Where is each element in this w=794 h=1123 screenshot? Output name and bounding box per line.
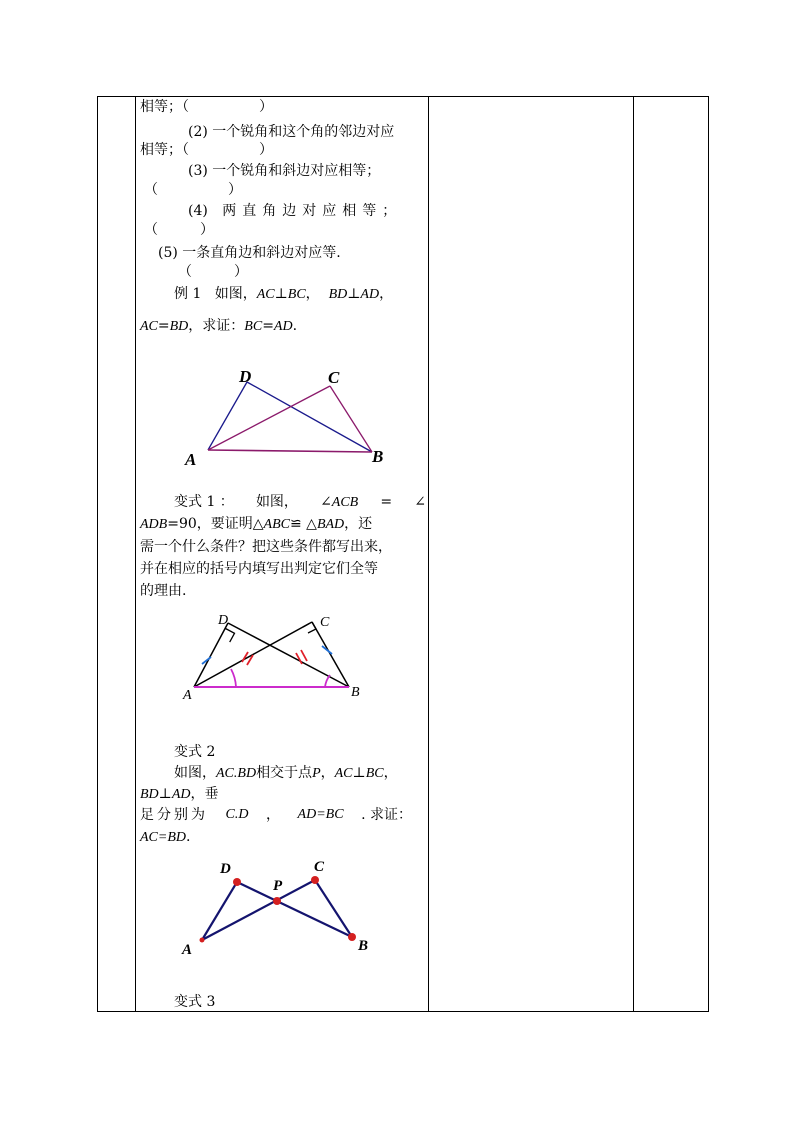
variant1-line4: 并在相应的括号内填写出判定它们全等	[140, 561, 378, 577]
variant2-text: 如图，	[174, 765, 216, 781]
tick-bd-2	[301, 650, 307, 661]
variant2-line3	[140, 806, 412, 824]
q3-line1: (3) 一个锐角和斜边对应相等；	[188, 163, 381, 179]
q4-label: (4)	[188, 203, 208, 219]
math: BC	[365, 766, 384, 781]
segment-db	[247, 382, 372, 452]
example1-figure	[180, 362, 400, 472]
perp-symbol: ⊥	[274, 286, 288, 302]
right-angle-marks	[226, 624, 310, 642]
punct: ，	[379, 286, 394, 302]
label-c: C	[328, 368, 340, 387]
example1-line1	[174, 285, 393, 304]
equals: =	[262, 318, 274, 334]
perp-symbol: ⊥	[352, 765, 366, 781]
math: AC=BD	[140, 830, 186, 845]
variant2-line2	[140, 785, 219, 804]
variant1-text: 如图，	[255, 494, 298, 510]
math: AC	[334, 766, 353, 781]
equals: =	[157, 318, 170, 334]
variant1-angle-expr	[320, 493, 358, 512]
label-b: B	[358, 938, 369, 954]
punct: .	[186, 829, 191, 845]
congruent-symbol: ≌	[289, 516, 302, 532]
column-divider-1	[135, 97, 136, 1011]
q1-tail: 相等；（ ）	[140, 99, 273, 115]
math: ABC	[263, 517, 290, 532]
punct: ，	[305, 286, 320, 302]
perp-symbol: ⊥	[158, 786, 172, 802]
q3-line2: （ ）	[144, 182, 242, 198]
q4-text: 两直角边对应相等；	[222, 203, 403, 219]
math: ACB	[331, 495, 359, 510]
math: AD	[360, 287, 380, 302]
triangle-symbol: △	[306, 516, 317, 532]
label-d: D	[218, 613, 229, 628]
column-divider-3	[633, 97, 634, 1011]
segment-cb	[330, 386, 372, 452]
math: BD	[328, 287, 348, 302]
variant2-text: 足分别为	[140, 807, 208, 823]
label-c: C	[320, 615, 330, 630]
q4-line2: （ ）	[144, 222, 214, 238]
math: AD	[171, 787, 191, 802]
math: AD=BC	[297, 807, 344, 822]
q5-line2: （ ）	[178, 264, 248, 280]
label-a: A	[183, 688, 192, 703]
variant2-text: . 求证：	[361, 807, 412, 823]
variant2-text: ，垂	[190, 786, 219, 802]
math: AC.BD	[216, 766, 257, 781]
point-a	[200, 938, 205, 943]
punct: ，	[383, 765, 398, 781]
example1-text: 如图，	[214, 286, 257, 302]
label-a: A	[182, 942, 193, 958]
point-d	[233, 878, 241, 886]
label-a: A	[185, 450, 197, 469]
perp-symbol: ⊥	[347, 286, 361, 302]
label-c: C	[314, 859, 325, 875]
variant1-text: ，还	[344, 516, 373, 532]
label-b: B	[351, 685, 360, 700]
variant2-title: 变式 2	[174, 744, 216, 760]
example1-label: 例 1	[174, 286, 202, 302]
punct: .	[292, 318, 298, 334]
math: AC	[140, 319, 158, 334]
prove-text: ，求证：	[188, 318, 245, 334]
variant1-text: =90，要证明△	[167, 516, 264, 532]
point-p	[273, 897, 281, 905]
punct: ，	[266, 807, 281, 823]
label-d: D	[220, 861, 231, 877]
variant1-title: 变式 1 ：	[174, 494, 234, 510]
column-divider-2	[428, 97, 429, 1011]
variant1-line1	[174, 493, 426, 512]
variant2-line4	[140, 828, 190, 847]
angle-symbol: ∠	[320, 494, 332, 510]
angle-arc-b	[325, 675, 330, 687]
variant1-line2	[140, 515, 372, 534]
label-p: P	[273, 878, 283, 894]
math: BC	[287, 287, 306, 302]
math: C.D	[225, 807, 249, 822]
math: BAD	[316, 517, 345, 532]
punct: ，	[320, 765, 335, 781]
variant3-title: 变式 3	[174, 994, 216, 1010]
angle-arc-a	[231, 669, 236, 687]
variant2-line1	[174, 764, 398, 783]
tick-bd-1	[296, 653, 302, 664]
angle-symbol: ∠	[414, 494, 426, 510]
math: AC	[256, 287, 275, 302]
equals: =	[380, 494, 393, 510]
variant1-line3: 需一个什么条件？把这些条件都写出来，	[140, 539, 392, 555]
math: BD	[140, 787, 159, 802]
math: P	[312, 766, 321, 781]
variant2-text: 相交于点	[256, 765, 313, 781]
q2-line1: (2) 一个锐角和这个角的邻边对应	[188, 124, 395, 140]
example1-line2	[140, 317, 297, 336]
variant2-figure	[180, 855, 380, 965]
q4-line1	[188, 202, 424, 220]
q2-line2: 相等；（ ）	[140, 142, 273, 158]
math: BD	[169, 319, 189, 334]
variant1-line5: 的理由.	[140, 583, 187, 599]
math: AD	[273, 319, 293, 334]
segment-ab	[208, 450, 372, 452]
label-b: B	[372, 447, 384, 466]
point-b	[348, 933, 356, 941]
variant1-figure	[180, 608, 380, 708]
point-c	[311, 876, 319, 884]
math: BC	[244, 319, 263, 334]
q5-line1: (5) 一条直角边和斜边对应等.	[158, 245, 341, 261]
math: ADB	[140, 517, 168, 532]
label-d: D	[239, 367, 252, 386]
